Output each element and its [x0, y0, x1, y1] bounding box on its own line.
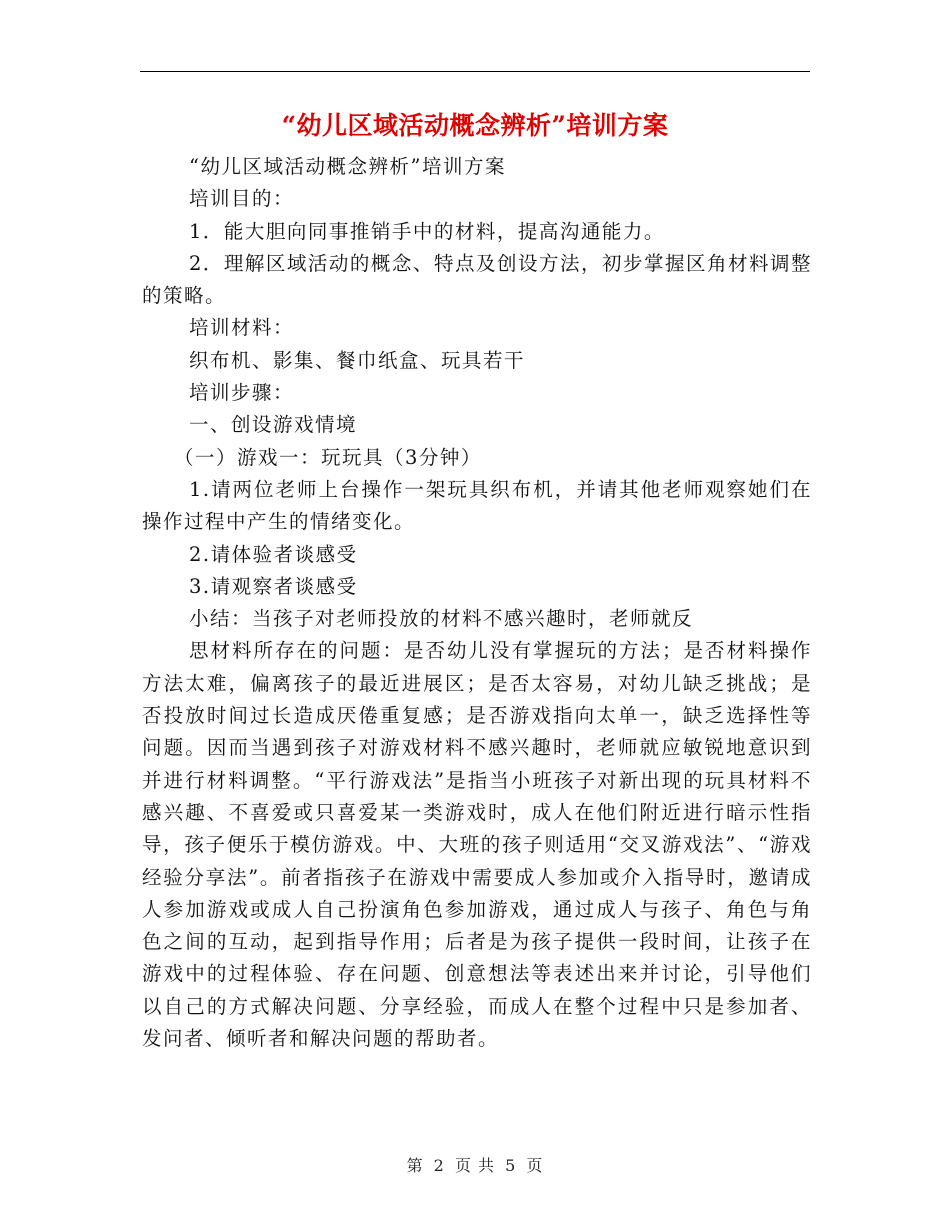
game-step-1: 1.请两位老师上台操作一架玩具织布机，并请其他老师观察她们在操作过程中产生的情绪变化。 — [142, 477, 812, 534]
document-body — [142, 151, 812, 1055]
document-title: “幼儿区域活动概念辨析”培训方案 — [281, 111, 669, 140]
summary-paragraph-start: 小结：当孩子对老师投放的材料不感兴趣时，老师就反 — [189, 607, 694, 631]
step-section-1: 一、创设游戏情境 — [189, 413, 358, 437]
step-subsection-game-1: （一）游戏一：玩玩具（3分钟） — [174, 445, 482, 469]
purpose-item-2: 2．理解区域活动的概念、特点及创设方法，初步掌握区角材料调整的策略。 — [142, 251, 812, 308]
page-suffix: 页 — [526, 1156, 544, 1175]
purpose-item-1: 1．能大胆向同事推销手中的材料，提高沟通能力。 — [189, 219, 665, 243]
header-rule — [140, 71, 810, 72]
page-prefix: 第 — [406, 1156, 424, 1175]
game-step-3: 3.请观察者谈感受 — [189, 574, 358, 598]
materials-list: 织布机、影集、餐巾纸盒、玩具若干 — [189, 348, 526, 372]
paragraph-subtitle: “幼儿区域活动概念辨析”培训方案 — [189, 155, 506, 178]
page-current: 2 — [433, 1156, 445, 1175]
summary-paragraph-body: 思材料所存在的问题：是否幼儿没有掌握玩的方法；是否材料操作方法太难，偏离孩子的最近进展区；是否太容易，对幼儿缺乏挑战；是否投放时间过长造成厌倦重复感；是否游戏指向太单一，缺乏选择性等问题。因而当遇到孩子对游戏材料不感兴趣时，老师就应敏锐地意识到并进行材料调整。“平行游戏法”是指当小班孩子对新出现的玩具材料不感兴趣、不喜爱或只喜爱某一类游戏时，成人在他们附近进行暗示性指导，孩子便乐于模仿游戏。中、大班的孩子则适用“交叉游戏法”、“游戏经验分享法”。前者指孩子在游戏中需要成人参加或介入指导时，邀请成人参加游戏或成人自己扮演角色参加游戏，通过成人与孩子、角色与角色之间的互动，起到指导作用；后者是为孩子提供一段时间，让孩子在游戏中的过程体验、存在问题、创意想法等表述出来并讨论，引导他们以自己的方式解决问题、分享经验，而成人在整个过程中只是参加者、发问者、倾听者和解决问题的帮助者。 — [142, 639, 812, 1051]
page-total: 5 — [505, 1156, 517, 1175]
heading-training-steps: 培训步骤： — [189, 381, 295, 405]
heading-training-purpose: 培训目的： — [189, 187, 295, 211]
page-number-footer — [0, 1153, 950, 1176]
heading-training-materials: 培训材料： — [189, 316, 295, 340]
page-mid: 页 共 — [454, 1156, 496, 1175]
game-step-2: 2.请体验者谈感受 — [189, 542, 358, 566]
